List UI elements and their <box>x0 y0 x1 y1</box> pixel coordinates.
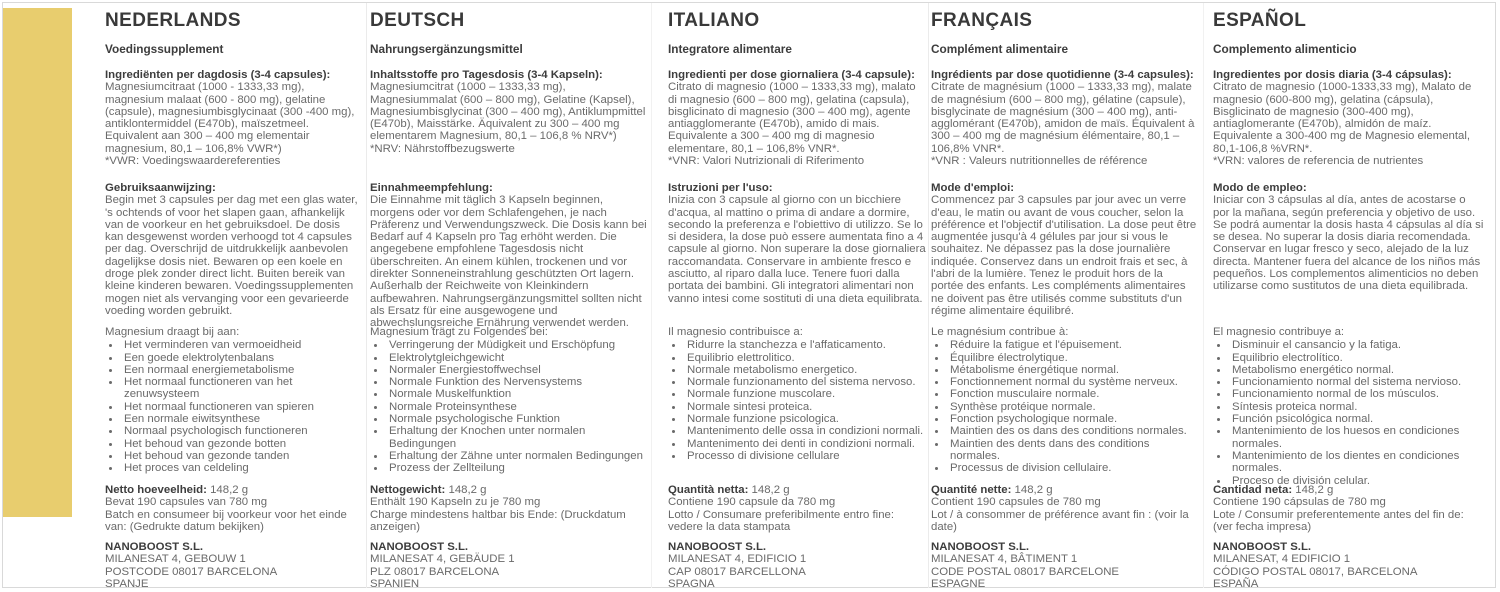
net-quantity-line <box>931 484 1197 496</box>
ingredients-text: Magnesiumcitraat (1000 - 1333,33 mg), magnesium malaat (600 - 800 mg), gelatine (capsule), magnesiumbisglycinaat (300 -400 mg), antiklontermiddel (E470b), maïszetmeel. Equivalent aan 300 – 400 mg elementair magnesium, 80,1 – 106,8% VWR*) <box>105 81 355 155</box>
usage-heading: Einnahmeempfehlung: <box>370 182 493 194</box>
usage-text: Inizia con 3 capsule al giorno con un bicchiere d'acqua, al mattino o prima di andare a dormire, secondo la preferenza e l'obiettivo di utilizzo. Se lo si desidera, la dose può essere aumentata fino a 4 capsule al giorno. Non superare la dose giornaliera raccomandata. Conservare in ambiente fresco e asciutto, al riparo dalla luce. Tenere fuori dalla portata dei bambini. Gli integratori alimentari non vanno intesi come sostituti di una dieta equilibrata. <box>668 194 926 305</box>
usage-heading: Istruzioni per l'uso: <box>668 182 773 194</box>
address-line: PLZ 08017 BARCELONA <box>370 565 500 578</box>
net-quantity-section <box>1213 484 1485 533</box>
reference-note: *VRN: valores de referencia de nutrientes <box>1213 155 1424 168</box>
language-title: ESPAÑOL <box>1213 10 1307 31</box>
benefit-item: • Fonction musculaire normale. <box>947 388 1197 400</box>
benefit-item: • Processo di divisione cellulare <box>684 450 926 462</box>
language-title: FRANÇAIS <box>931 10 1033 31</box>
contents-line: Contiene 190 cápsulas de 780 mg <box>1213 496 1386 509</box>
product-type: Integratore alimentare <box>668 42 792 56</box>
language-panel-español <box>1213 0 1485 592</box>
benefit-item: • Het normaal functioneren van spieren <box>121 401 361 413</box>
benefits-section <box>668 326 926 462</box>
net-quantity-section <box>668 484 926 533</box>
company-name: NANOBOOST S.L. <box>1213 541 1312 553</box>
ingredients-section <box>668 69 926 167</box>
net-quantity-line <box>105 484 361 496</box>
benefits-intro: Magnesium trägt zu Folgendes bei: <box>370 326 548 338</box>
company-name: NANOBOOST S.L. <box>668 541 767 553</box>
panel-divider <box>366 3 367 588</box>
benefit-item: • Normale funzione psicologica. <box>684 413 926 425</box>
batch-line: Lotto / Consumare preferibilmente entro fine: vedere la data stampata <box>668 508 895 533</box>
benefit-item: • Het proces van celdeling <box>121 462 361 474</box>
ingredients-text: Citrato de magnesio (1000-1333,33 mg), Malato de magnesio (600-800 mg), gelatina (cápsula), Bisglicinato de magnesio (300-400 mg), antiaglomerante (E470b), almidón de maíz. Equivalente a 300-400 mg de Magnesio elemental, 80,1-106,8 %VRN*. <box>1213 81 1472 155</box>
benefit-item: • Maintien des dents dans des conditions normales. <box>947 438 1197 463</box>
ingredients-section <box>370 69 648 155</box>
language-panel-français <box>931 0 1197 592</box>
benefit-item: • Verringerung der Müdigkeit und Erschöpfung <box>386 339 648 351</box>
net-quantity-label: Quantité nette: <box>931 484 1012 496</box>
reference-note: *VNR : Valeurs nutritionnelles de référence <box>931 155 1148 168</box>
usage-section <box>105 182 361 317</box>
benefit-item: • Het behoud van gezonde botten <box>121 438 361 450</box>
address-line: ESPAGNE <box>931 577 986 590</box>
benefit-item: • Normale funzionamento del sistema nervoso. <box>684 376 926 388</box>
contents-line: Contient 190 capsules de 780 mg <box>931 496 1101 509</box>
product-type: Nahrungsergänzungsmittel <box>370 42 523 56</box>
batch-line: Charge mindestens haltbar bis Ende: (Druckdatum anzeigen) <box>370 508 626 533</box>
benefit-item: • Een normaal energiemetabolisme <box>121 364 361 376</box>
ingredients-heading: Ingredienti per dose giornaliera (3-4 capsule): <box>668 69 915 81</box>
benefit-item: • Synthèse protéique normale. <box>947 401 1197 413</box>
address-line: SPANJE <box>105 577 149 590</box>
ingredients-heading: Ingredientes por dosis diaria (3-4 cápsulas): <box>1213 69 1452 81</box>
benefit-item: • Équilibre électrolytique. <box>947 352 1197 364</box>
benefits-section <box>370 326 648 475</box>
net-quantity-section <box>105 484 361 533</box>
address-line: ESPAÑA <box>1213 577 1259 590</box>
benefit-item: • Ridurre la stanchezza e l'affaticamento. <box>684 339 926 351</box>
benefit-item: • Metabolismo energético normal. <box>1229 364 1485 376</box>
product-type: Voedingssupplement <box>105 42 224 56</box>
benefit-item: • Fonctionnement normal du système nerveux. <box>947 376 1197 388</box>
benefit-item: • Funcionamiento normal del sistema nervioso. <box>1229 376 1485 388</box>
usage-section <box>1213 182 1485 293</box>
language-title: ITALIANO <box>668 10 760 31</box>
benefit-item: • Het behoud van gezonde tanden <box>121 450 361 462</box>
net-quantity-value: 148,2 g <box>448 484 487 496</box>
usage-text: Die Einnahme mit täglich 3 Kapseln beginnen, morgens oder vor dem Schlafengehen, je nach Präferenz und Verwendungszweck. Die Dosis kann bei Bedarf auf 4 Kapseln pro Tag erhöht werden. Die angegebene empfohlene Tagesdosis nicht überschreiten. An einem kühlen, trockenen und vor direkter Sonneneinstrahlung geschützten Ort lagern. Außerhalb der Reichweite von Kleinkindern aufbewahren. Nahrungsergänzungsmittel sollten nicht als Ersatz für eine ausgewogene und abwechslungsreiche Ernährung verwendet werden. <box>370 194 647 330</box>
usage-section <box>370 182 648 330</box>
company-address <box>105 553 361 590</box>
benefit-item: • Erhaltung der Knochen unter normalen Bedingungen <box>386 425 648 450</box>
panel-divider <box>1203 3 1204 588</box>
company-address <box>370 553 648 590</box>
benefit-item: • Normale metabolismo energetico. <box>684 364 926 376</box>
benefit-item: • Normale Proteinsynthese <box>386 401 648 413</box>
reference-note: *VNR: Valori Nutrizionali di Riferimento <box>668 155 865 168</box>
product-type: Complément alimentaire <box>931 42 1069 56</box>
benefit-item: • Mantenimento dei denti in condizioni normali. <box>684 438 926 450</box>
language-panel-deutsch <box>370 0 648 592</box>
benefit-item: • Een normale eiwitsynthese <box>121 413 361 425</box>
address-line: SPANIEN <box>370 577 420 590</box>
usage-text: Commencez par 3 capsules par jour avec un verre d'eau, le matin ou avant de vous coucher, selon la préférence et l'objectif d'utilisation. La dose peut être augmentée jusqu'à 4 gélules par jour si vous le souhaitez. Ne dépassez pas la dose journalière indiquée. Conservez dans un endroit frais et sec, à l'abri de la lumière. Tenez le produit hors de la portée des enfants. Les compléments alimentaires ne doivent pas être utilisés comme substituts d'un régime alimentaire équilibré. <box>931 194 1197 317</box>
usage-text: Begin met 3 capsules per dag met een glas water, 's ochtends of voor het slapen gaan, afhankelijk van de voorkeur en het gebruiksdoel. De dosis kan desgewenst worden verhoogd tot 4 capsules per dag. Overschrijd de uitdrukkelijk aanbevolen dagelijkse dosis niet. Bewaren op een koele en droge plek zonder direct licht. Buiten bereik van kleine kinderen bewaren. Voedingssupplementen mogen niet als vervanging voor een gevarieerde voeding worden gebruikt. <box>105 194 358 317</box>
net-quantity-value: 148,2 g <box>210 484 249 496</box>
company-name: NANOBOOST S.L. <box>931 541 1030 553</box>
net-quantity-value: 148,2 g <box>1295 484 1334 496</box>
usage-section <box>668 182 926 305</box>
panel-divider <box>651 3 652 588</box>
ingredients-text: Citrato di magnesio (1000 – 1333,33 mg), malato di magnesio (600 – 800 mg), gelatina (capsula), bisglicinato di magnesio (300 – 400 mg), agente antiagglomerante (E470b), amido di mais. Equivalente a 300 – 400 mg di magnesio elementare, 80,1 – 106,8% VNR*. <box>668 81 916 155</box>
net-quantity-line <box>668 484 926 496</box>
benefit-item: • Función psicológica normal. <box>1229 413 1485 425</box>
benefit-item: • Fonction psychologique normale. <box>947 413 1197 425</box>
company-name: NANOBOOST S.L. <box>370 541 469 553</box>
usage-heading: Gebruiksaanwijzing: <box>105 182 216 194</box>
benefit-item: • Proceso de división celular. <box>1229 475 1485 487</box>
benefit-item: • Normale funzione muscolare. <box>684 388 926 400</box>
manufacturer-section <box>105 541 361 590</box>
benefit-item: • Het normaal functioneren van het zenuwsysteem <box>121 376 361 401</box>
contents-line: Contiene 190 capsule da 780 mg <box>668 496 836 509</box>
benefit-item: • Normaler Energiestoffwechsel <box>386 364 648 376</box>
benefit-item: • Het verminderen van vermoeidheid <box>121 339 361 351</box>
address-line: MILANESAT 4, GEBOUW 1 <box>105 553 246 566</box>
benefit-item: • Mantenimento delle ossa in condizioni normali. <box>684 425 926 437</box>
manufacturer-section <box>668 541 926 590</box>
usage-heading: Mode d'emploi: <box>931 182 1015 194</box>
product-type: Complemento alimenticio <box>1213 42 1357 56</box>
ingredients-section <box>1213 69 1485 167</box>
net-quantity-section <box>931 484 1197 533</box>
address-line: CAP 08017 BARCELLONA <box>668 565 806 578</box>
language-title: DEUTSCH <box>370 10 465 31</box>
manufacturer-section <box>1213 541 1485 590</box>
panel-divider <box>928 3 929 588</box>
ingredients-heading: Inhaltsstoffe pro Tagesdosis (3-4 Kapseln): <box>370 69 603 81</box>
language-panel-nederlands <box>105 0 361 592</box>
company-address <box>1213 553 1485 590</box>
benefit-item: • Normale Muskelfunktion <box>386 388 648 400</box>
net-quantity-line <box>1213 484 1485 496</box>
contents-line: Bevat 190 capsules van 780 mg <box>105 496 268 509</box>
benefit-item: • Normale sintesi proteica. <box>684 401 926 413</box>
benefit-item: • Erhaltung der Zähne unter normalen Bedingungen <box>386 450 648 462</box>
benefit-item: • Equilibrio electrolítico. <box>1229 352 1485 364</box>
reference-note: *VWR: Voedingswaardereferenties <box>105 155 281 168</box>
net-quantity-line <box>370 484 648 496</box>
accent-stripe <box>3 8 72 517</box>
benefit-item: • Funcionamiento normal de los músculos. <box>1229 388 1485 400</box>
batch-line: Batch en consumeer bij voorkeur voor het einde van: (Gedrukte datum bekijken) <box>105 508 347 533</box>
benefit-item: • Elektrolytgleichgewicht <box>386 352 648 364</box>
benefit-item: • Normale psychologische Funktion <box>386 413 648 425</box>
benefits-list <box>370 339 648 474</box>
ingredients-section <box>105 69 361 167</box>
ingredients-heading: Ingrediënten per dagdosis (3-4 capsules): <box>105 69 331 81</box>
net-quantity-section <box>370 484 648 533</box>
address-line: MILANESAT, 4 EDIFICIO 1 <box>1213 553 1351 566</box>
address-line: MILANESAT 4, EDIFICIO 1 <box>668 553 807 566</box>
ingredients-text: Magnesiumcitrat (1000 – 1333,33 mg), Magnesiummalat (600 – 800 mg), Gelatine (Kapsel), Magnesiumbisglycinat (300 – 400 mg), Antiklumpmittel (E470b), Maisstärke. Äquivalent zu 300 – 400 mg elementarem Magnesium, 80,1 – 106,8 % NRV*) <box>370 81 646 143</box>
benefits-section <box>105 326 361 475</box>
benefit-item: • Disminuir el cansancio y la fatiga. <box>1229 339 1485 351</box>
benefit-item: • Métabolisme énergétique normal. <box>947 364 1197 376</box>
benefit-item: • Mantenimiento de los dientes en condiciones normales. <box>1229 450 1485 475</box>
net-quantity-label: Nettogewicht: <box>370 484 446 496</box>
address-line: MILANESAT 4, BÂTIMENT 1 <box>931 553 1078 566</box>
reference-note: *NRV: Nährstoffbezugswerte <box>370 142 515 155</box>
benefit-item: • Een goede elektrolytenbalans <box>121 352 361 364</box>
benefits-list <box>1213 339 1485 487</box>
benefits-intro: Il magnesio contribuisce a: <box>668 326 803 338</box>
address-line: CÓDIGO POSTAL 08017, BARCELONA <box>1213 565 1418 578</box>
batch-line: Lot / à consommer de préférence avant fin : (voir la date) <box>931 508 1189 533</box>
usage-section <box>931 182 1197 317</box>
manufacturer-section <box>931 541 1197 590</box>
company-name: NANOBOOST S.L. <box>105 541 204 553</box>
net-quantity-label: Quantità netta: <box>668 484 749 496</box>
benefits-list <box>931 339 1197 474</box>
net-quantity-value: 148,2 g <box>751 484 790 496</box>
contents-line: Enthält 190 Kapseln zu je 780 mg <box>370 496 541 509</box>
address-line: CODE POSTAL 08017 BARCELONE <box>931 565 1120 578</box>
benefit-item: • Normaal psychologisch functioneren <box>121 425 361 437</box>
net-quantity-label: Cantidad neta: <box>1213 484 1293 496</box>
benefits-list <box>668 339 926 462</box>
ingredients-text: Citrate de magnésium (1000 – 1333,33 mg), malate de magnésium (600 – 800 mg), gélatine (capsule), bisglycinate de magnésium (300 – 400 mg), anti-agglomérant (E470b), amidon de maïs. Équivalent à 300 – 400 mg de magnésium élémentaire, 80,1 – 106,8% VNR*. <box>931 81 1195 155</box>
language-panel-italiano <box>668 0 926 592</box>
company-address <box>668 553 926 590</box>
benefit-item: • Equilibrio elettrolitico. <box>684 352 926 364</box>
ingredients-heading: Ingrédients par dose quotidienne (3-4 capsules): <box>931 69 1194 81</box>
usage-text: Iniciar con 3 cápsulas al día, antes de acostarse o por la mañana, según preferencia y objetivo de uso. Se podrá aumentar la dosis hasta 4 cápsulas al día si se desea. No superar la dosis diaria recomendada. Conservar en lugar fresco y seco, alejado de la luz directa. Mantener fuera del alcance de los niños más pequeños. Los complementos alimenticios no deben utilizarse como sustitutos de una dieta equilibrada. <box>1213 194 1484 293</box>
benefit-item: • Mantenimiento de los huesos en condiciones normales. <box>1229 425 1485 450</box>
benefit-item: • Maintien des os dans des conditions normales. <box>947 425 1197 437</box>
benefit-item: • Réduire la fatigue et l'épuisement. <box>947 339 1197 351</box>
address-line: POSTCODE 08017 BARCELONA <box>105 565 278 578</box>
net-quantity-value: 148,2 g <box>1014 484 1053 496</box>
address-line: SPAGNA <box>668 577 715 590</box>
benefits-list <box>105 339 361 474</box>
benefit-item: • Síntesis proteica normal. <box>1229 401 1485 413</box>
benefits-section <box>931 326 1197 475</box>
language-title: NEDERLANDS <box>105 10 241 31</box>
ingredients-section <box>931 69 1197 167</box>
benefit-item: • Normale Funktion des Nervensystems <box>386 376 648 388</box>
benefits-section <box>1213 326 1485 487</box>
manufacturer-section <box>370 541 648 590</box>
batch-line: Lote / Consumir preferentemente antes del fin de: (ver fecha impresa) <box>1213 508 1464 533</box>
benefits-intro: Le magnésium contribue à: <box>931 326 1069 338</box>
benefit-item: • Prozess der Zellteilung <box>386 462 648 474</box>
company-address <box>931 553 1197 590</box>
net-quantity-label: Netto hoeveelheid: <box>105 484 207 496</box>
benefits-intro: Magnesium draagt bij aan: <box>105 326 240 338</box>
usage-heading: Modo de empleo: <box>1213 182 1307 194</box>
benefit-item: • Processus de division cellulaire. <box>947 462 1197 474</box>
address-line: MILANESAT 4, GEBÄUDE 1 <box>370 553 515 566</box>
benefits-intro: El magnesio contribuye a: <box>1213 326 1345 338</box>
